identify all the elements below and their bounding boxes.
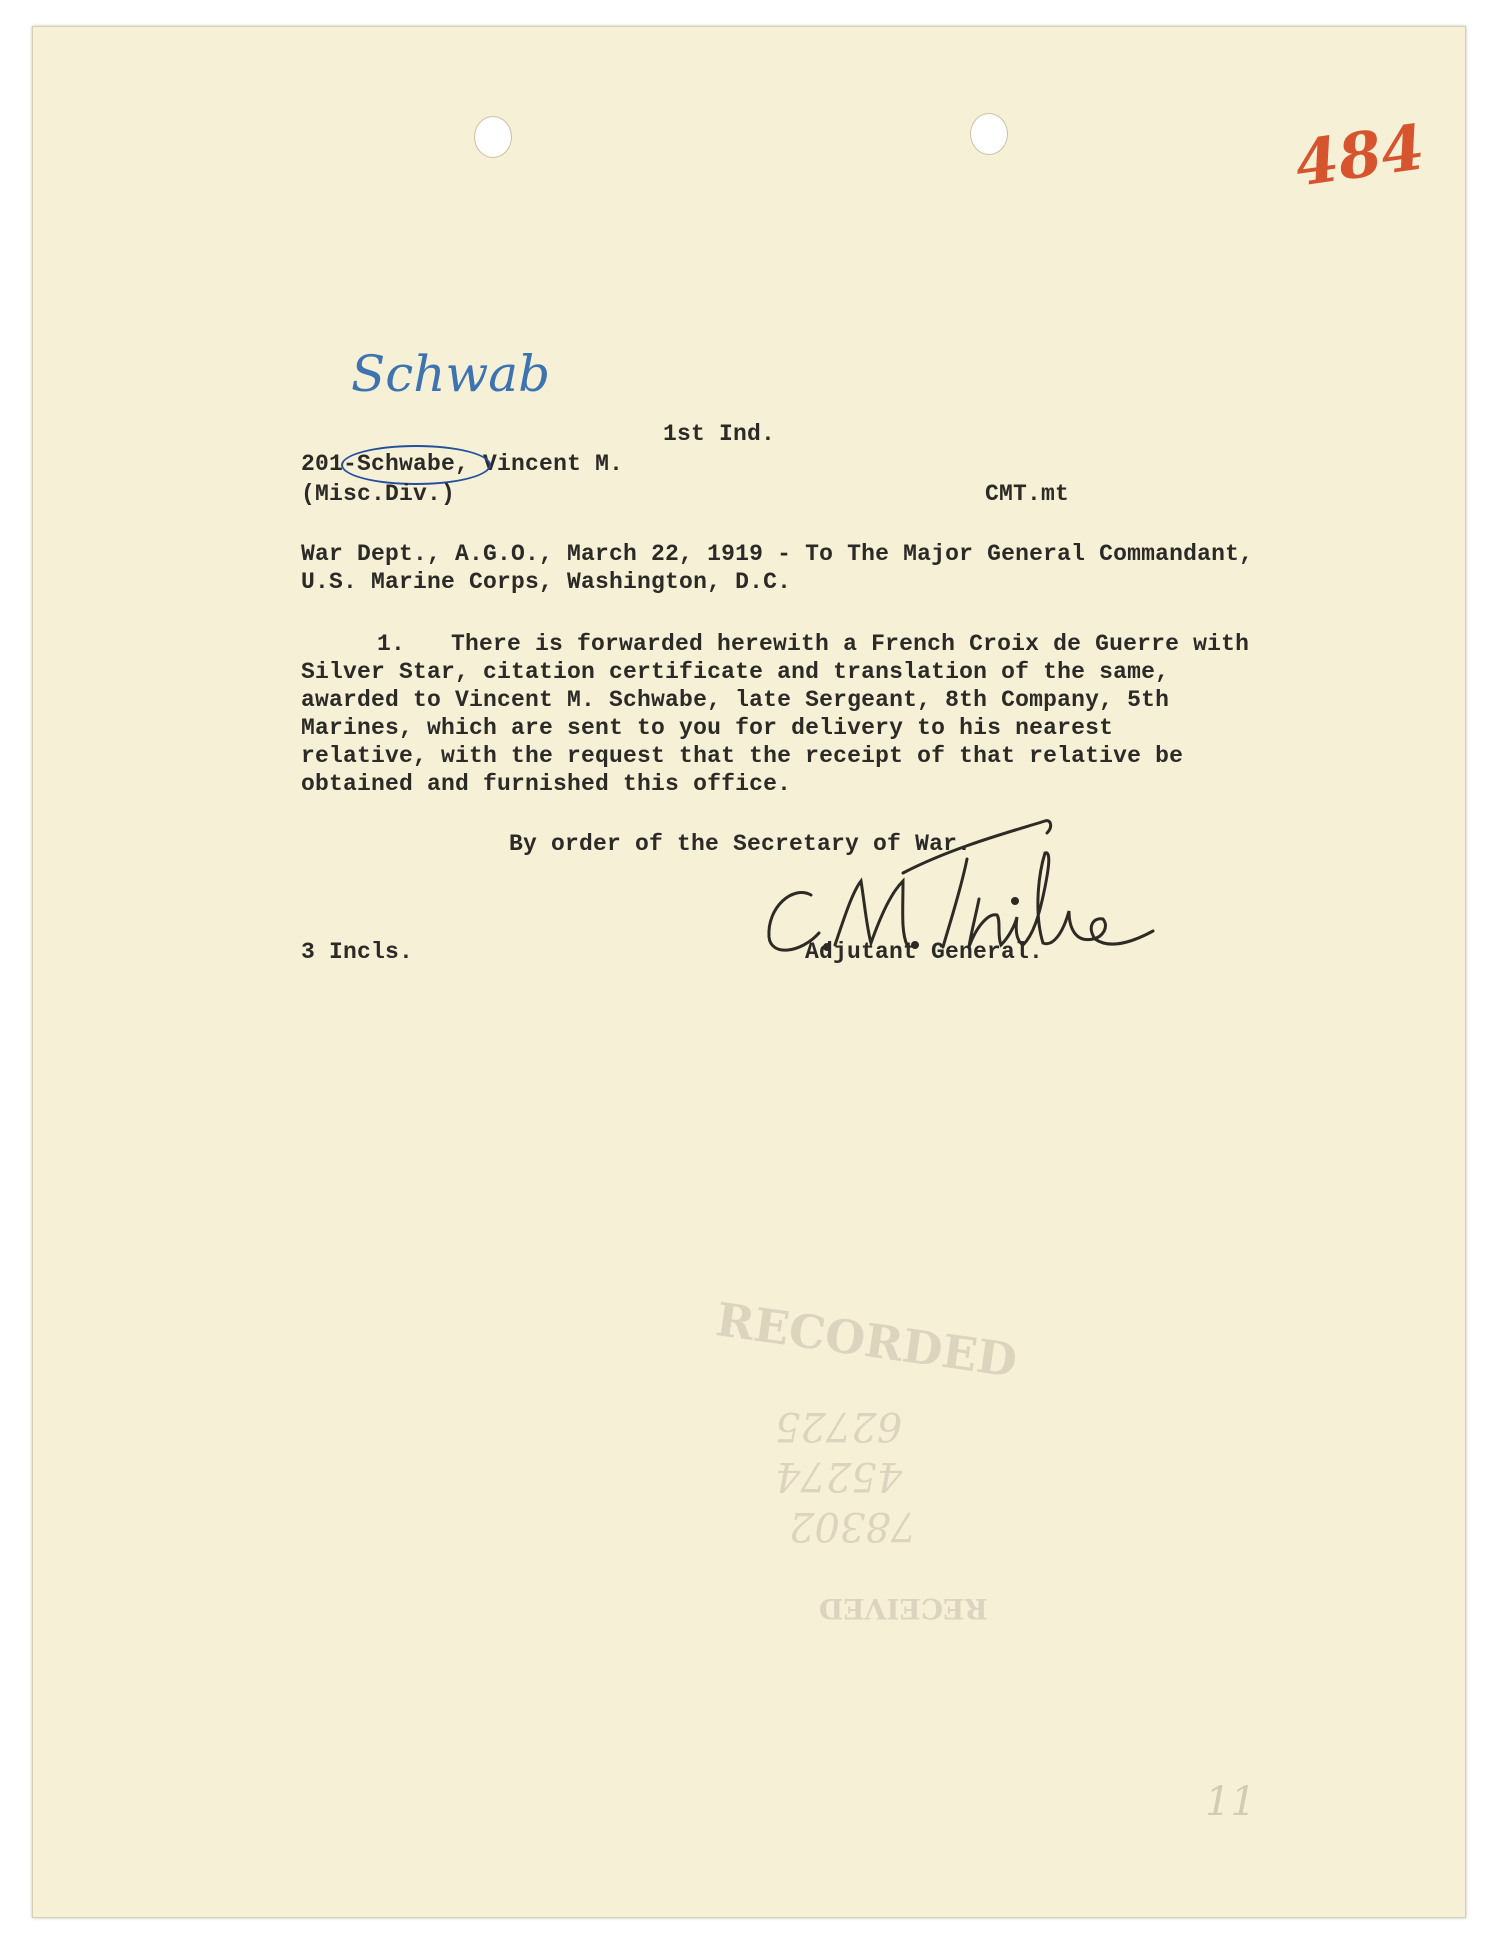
recorded-stamp: RECORDED <box>712 1292 1021 1388</box>
document-page <box>32 26 1466 1918</box>
punch-hole-right <box>970 113 1008 155</box>
corner-handwritten-mark: 484 <box>1290 110 1429 201</box>
stamp-number-3: 78302 <box>789 1503 917 1549</box>
body-line-2: Silver Star, citation certificate and translation of the same, <box>301 659 1170 685</box>
file-name: Schwabe <box>357 451 456 477</box>
body-line-4: Marines, which are sent to you for delivery to his nearest <box>301 715 1114 741</box>
body-line-3: awarded to Vincent M. Schwabe, late Sergeant, 8th Company, 5th <box>301 687 1170 713</box>
punch-hole-left <box>474 116 512 158</box>
paragraph-number: 1. <box>377 631 406 657</box>
pen-circle-mark <box>341 445 491 485</box>
body-line-1: There is forwarded herewith a French Croix de Guerre with <box>451 631 1250 657</box>
stamp-number-2: 45274 <box>775 1453 903 1499</box>
indorsement-label: 1st Ind. <box>663 421 776 447</box>
body-line-6: obtained and furnished this office. <box>301 771 792 797</box>
authority-line: By order of the Secretary of War. <box>509 831 972 857</box>
address-line-1: War Dept., A.G.O., March 22, 1919 - To The Major General Commandant, <box>301 541 1254 567</box>
file-rest: , Vincent M. <box>455 451 624 477</box>
received-stamp: RECEIVED <box>819 1592 988 1625</box>
division-label: (Misc.Div.) <box>301 481 456 507</box>
body-line-5: relative, with the request that the receipt of that relative be <box>301 743 1184 769</box>
typist-initials: CMT.mt <box>985 481 1070 507</box>
enclosures-label: 3 Incls. <box>301 939 414 965</box>
bottom-handwritten-mark: 11 <box>1205 1779 1256 1825</box>
signatory-title: Adjutant General. <box>805 939 1044 965</box>
stamp-number-1: 62725 <box>775 1403 903 1449</box>
file-prefix: 201- <box>301 451 358 477</box>
address-line-2: U.S. Marine Corps, Washington, D.C. <box>301 569 792 595</box>
handwritten-name-correction: Schwab <box>351 345 551 403</box>
